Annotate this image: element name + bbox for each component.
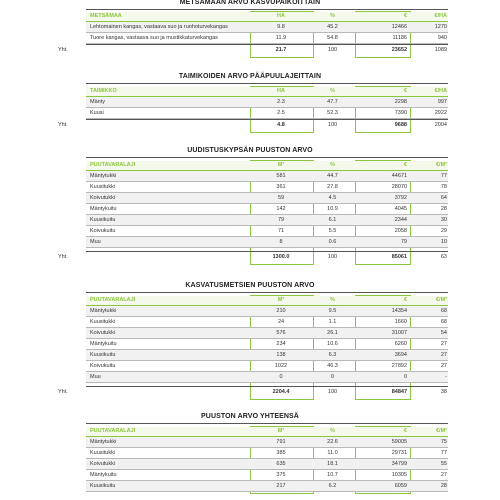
row-value: 59 bbox=[277, 195, 285, 201]
column-header: € bbox=[403, 13, 407, 19]
row-value: 2344 bbox=[394, 217, 407, 223]
row-value: 581 bbox=[276, 173, 286, 179]
title-rule bbox=[86, 83, 448, 84]
row-label: Kuusi bbox=[90, 110, 104, 116]
row-value: 77 bbox=[440, 173, 447, 179]
column-header: €/HA bbox=[434, 13, 447, 19]
row-rule bbox=[86, 491, 448, 492]
total-value: 100 bbox=[327, 389, 338, 395]
total-label: Yht. bbox=[58, 389, 68, 395]
total-value: 1089 bbox=[434, 47, 447, 53]
row-value: 46.3 bbox=[327, 363, 338, 369]
row-value: 18.1 bbox=[327, 461, 338, 467]
row-value: 1660 bbox=[394, 319, 407, 325]
row-value: 79 bbox=[277, 217, 285, 223]
row-value: 28 bbox=[440, 483, 447, 489]
total-row bbox=[0, 121, 500, 130]
row-rule bbox=[86, 382, 448, 383]
row-value: 635 bbox=[276, 461, 286, 467]
row-value: 27 bbox=[440, 352, 447, 358]
row-value: 2922 bbox=[434, 110, 447, 116]
table-row bbox=[0, 471, 500, 480]
table-row bbox=[0, 34, 500, 43]
row-rule bbox=[86, 181, 448, 182]
column-header: % bbox=[330, 88, 335, 94]
row-value: 27 bbox=[440, 341, 447, 347]
section-title: PUUSTON ARVO YHTEENSÄ bbox=[201, 413, 299, 420]
row-value: 79 bbox=[400, 239, 407, 245]
table-row bbox=[0, 205, 500, 214]
row-label: Muu bbox=[90, 374, 101, 380]
table-row bbox=[0, 318, 500, 327]
row-rule bbox=[86, 32, 448, 33]
row-label: Mäntykuitu bbox=[90, 206, 117, 212]
title-rule bbox=[86, 423, 448, 424]
row-value: 64 bbox=[440, 195, 447, 201]
row-rule bbox=[86, 338, 448, 339]
row-value: 34799 bbox=[391, 461, 407, 467]
row-label: Kuusikuitu bbox=[90, 352, 116, 358]
row-value: 6260 bbox=[394, 341, 407, 347]
row-value: 0.6 bbox=[328, 239, 337, 245]
column-header: € bbox=[403, 88, 407, 94]
table-row bbox=[0, 238, 500, 247]
row-value: 142 bbox=[276, 206, 286, 212]
row-value: 2.3 bbox=[277, 99, 285, 105]
row-value: 27.8 bbox=[327, 184, 338, 190]
row-value: 997 bbox=[437, 99, 447, 105]
table-row bbox=[0, 194, 500, 203]
row-value: 71 bbox=[277, 228, 285, 234]
row-value: 24 bbox=[277, 319, 285, 325]
row-value: 6.3 bbox=[328, 352, 337, 358]
row-value: 55 bbox=[440, 461, 447, 467]
row-rule bbox=[86, 225, 448, 226]
row-value: 8 bbox=[279, 239, 283, 245]
row-label: Mäntytukki bbox=[90, 308, 117, 314]
row-value: 29 bbox=[440, 228, 447, 234]
total-value: 2004 bbox=[434, 122, 447, 128]
row-value: 27 bbox=[440, 472, 447, 478]
column-header: TAIMIKKO bbox=[90, 88, 117, 94]
total-value: 9688 bbox=[394, 122, 407, 128]
row-value: 28070 bbox=[391, 184, 407, 190]
table-row bbox=[0, 109, 500, 118]
column-header: PUUTAVARALAJI bbox=[90, 162, 136, 168]
row-value: 14354 bbox=[391, 308, 407, 314]
row-value: 0 bbox=[403, 374, 407, 380]
table-row bbox=[0, 482, 500, 491]
section-title: TAIMIKOIDEN ARVO PÄÄPUULAJEITTAIN bbox=[178, 73, 322, 80]
row-value: 22.6 bbox=[327, 439, 338, 445]
row-value: 6.2 bbox=[328, 483, 337, 489]
table-row bbox=[0, 216, 500, 225]
total-rule bbox=[86, 251, 448, 252]
table-header bbox=[0, 87, 500, 96]
column-header: €/M³ bbox=[436, 297, 447, 303]
total-value: 4.8 bbox=[277, 122, 285, 128]
row-label: Kuusikuitu bbox=[90, 217, 116, 223]
table-row bbox=[0, 183, 500, 192]
table-row bbox=[0, 460, 500, 469]
row-value: 7390 bbox=[394, 110, 407, 116]
column-header: €/M³ bbox=[436, 162, 447, 168]
row-value: 11.9 bbox=[275, 35, 287, 41]
column-header: HA bbox=[277, 13, 285, 19]
total-value: 85061 bbox=[391, 254, 407, 260]
row-rule bbox=[86, 107, 448, 108]
row-label: Koivutukki bbox=[90, 461, 116, 467]
row-value: 54 bbox=[440, 330, 447, 336]
column-header: % bbox=[330, 13, 335, 19]
row-value: 9.8 bbox=[277, 24, 285, 30]
row-value: 210 bbox=[276, 308, 286, 314]
row-value: 6.1 bbox=[328, 217, 337, 223]
total-value: 100 bbox=[327, 254, 338, 260]
row-value: 940 bbox=[437, 35, 447, 41]
row-value: 4045 bbox=[394, 206, 407, 212]
total-value: 1300.0 bbox=[272, 254, 290, 260]
total-row bbox=[0, 253, 500, 262]
row-value: 31007 bbox=[391, 330, 407, 336]
total-value: 63 bbox=[440, 254, 447, 260]
table-header bbox=[0, 296, 500, 305]
total-value: 84847 bbox=[391, 389, 407, 395]
row-value: 138 bbox=[276, 352, 286, 358]
section-title: KASVATUSMETSIEN PUUSTON ARVO bbox=[185, 282, 315, 289]
column-header: M³ bbox=[277, 428, 285, 434]
table-row bbox=[0, 23, 500, 32]
table-header bbox=[0, 12, 500, 21]
row-label: Kuusitukki bbox=[90, 450, 116, 456]
table-row bbox=[0, 351, 500, 360]
total-rule bbox=[86, 119, 448, 120]
row-value: 576 bbox=[276, 330, 286, 336]
row-label: Mäntytukki bbox=[90, 173, 117, 179]
row-value: 5.5 bbox=[328, 228, 337, 234]
row-value: 30 bbox=[440, 217, 447, 223]
column-header: % bbox=[330, 428, 335, 434]
row-value: 44671 bbox=[391, 173, 407, 179]
row-value: 791 bbox=[276, 439, 286, 445]
column-header: € bbox=[403, 428, 407, 434]
row-value: 10305 bbox=[391, 472, 407, 478]
row-label: Kuusikuitu bbox=[90, 483, 116, 489]
row-label: Kuusitukki bbox=[90, 319, 116, 325]
row-value: 27892 bbox=[391, 363, 407, 369]
row-value: 6059 bbox=[394, 483, 407, 489]
row-value: 54.8 bbox=[327, 35, 338, 41]
total-value: 2204.4 bbox=[272, 389, 290, 395]
table-header bbox=[0, 161, 500, 170]
table-row bbox=[0, 172, 500, 181]
row-value: 361 bbox=[276, 184, 286, 190]
row-value: 26.1 bbox=[327, 330, 338, 336]
column-header: € bbox=[403, 162, 407, 168]
column-header: € bbox=[403, 297, 407, 303]
row-label: Koivukuitu bbox=[90, 363, 116, 369]
total-rule bbox=[86, 386, 448, 387]
row-label: Mäntykuitu bbox=[90, 472, 117, 478]
row-value: 2058 bbox=[394, 228, 407, 234]
column-header: % bbox=[330, 297, 335, 303]
column-header: PUUTAVARALAJI bbox=[90, 297, 136, 303]
section-title: UUDISTUSKYPSÄN PUUSTON ARVO bbox=[187, 147, 313, 154]
column-header: €/HA bbox=[434, 88, 447, 94]
row-value: 375 bbox=[276, 472, 286, 478]
table-row bbox=[0, 98, 500, 107]
row-value: 78 bbox=[440, 184, 447, 190]
row-value: 1270 bbox=[434, 24, 447, 30]
row-value: 3694 bbox=[394, 352, 407, 358]
section-title: METSÄMAAN ARVO KASVUPAIKOITTAIN bbox=[179, 0, 321, 6]
column-header: PUUTAVARALAJI bbox=[90, 428, 136, 434]
row-value: 217 bbox=[276, 483, 286, 489]
table-row bbox=[0, 362, 500, 371]
row-value: - bbox=[445, 374, 447, 380]
row-label: Koivutukki bbox=[90, 330, 116, 336]
total-value: 100 bbox=[327, 47, 338, 53]
row-label: Mäntykuitu bbox=[90, 341, 117, 347]
row-value: 10.6 bbox=[327, 341, 338, 347]
row-value: 44.7 bbox=[327, 173, 338, 179]
column-header: M³ bbox=[277, 297, 285, 303]
row-label: Mänty bbox=[90, 99, 105, 105]
total-row bbox=[0, 46, 500, 55]
row-value: 59005 bbox=[391, 439, 407, 445]
row-rule bbox=[86, 447, 448, 448]
row-value: 10.9 bbox=[327, 206, 338, 212]
row-value: 10 bbox=[440, 239, 447, 245]
row-value: 28 bbox=[440, 206, 447, 212]
total-label: Yht. bbox=[58, 47, 68, 53]
row-rule bbox=[86, 360, 448, 361]
row-value: 68 bbox=[440, 319, 447, 325]
table-row bbox=[0, 438, 500, 447]
row-value: 234 bbox=[276, 341, 286, 347]
row-value: 29731 bbox=[391, 450, 407, 456]
row-value: 385 bbox=[276, 450, 286, 456]
row-value: 9.5 bbox=[328, 308, 337, 314]
column-header: €/M³ bbox=[436, 428, 447, 434]
total-value: 23652 bbox=[391, 47, 407, 53]
row-rule bbox=[86, 203, 448, 204]
total-label: Yht. bbox=[58, 122, 68, 128]
row-label: Muu bbox=[90, 239, 101, 245]
row-label: Kuusitukki bbox=[90, 184, 116, 190]
row-label: Mäntytukki bbox=[90, 439, 117, 445]
row-value: 4.5 bbox=[328, 195, 337, 201]
row-value: 11.0 bbox=[327, 450, 338, 456]
row-rule bbox=[86, 247, 448, 248]
table-row bbox=[0, 307, 500, 316]
column-header: HA bbox=[277, 88, 285, 94]
total-value: 38 bbox=[440, 389, 447, 395]
row-value: 2298 bbox=[394, 99, 407, 105]
row-value: 11186 bbox=[392, 35, 407, 41]
row-value: 75 bbox=[440, 439, 447, 445]
row-value: 27 bbox=[440, 363, 447, 369]
title-rule bbox=[86, 292, 448, 293]
row-label: Lehtomainen kangas, vastaava suo ja ruohoturvekangas bbox=[90, 24, 228, 30]
row-value: 47.7 bbox=[327, 99, 338, 105]
table-row bbox=[0, 449, 500, 458]
row-rule bbox=[86, 469, 448, 470]
column-header: M³ bbox=[277, 162, 285, 168]
row-value: 1.1 bbox=[328, 319, 337, 325]
title-rule bbox=[86, 9, 448, 10]
row-value: 68 bbox=[440, 308, 447, 314]
total-rule bbox=[86, 44, 448, 45]
total-value: 21.7 bbox=[275, 47, 287, 53]
row-value: 12466 bbox=[391, 24, 407, 30]
table-row bbox=[0, 227, 500, 236]
row-value: 52.3 bbox=[327, 110, 338, 116]
row-value: 2.5 bbox=[277, 110, 285, 116]
row-value: 45.2 bbox=[327, 24, 338, 30]
total-row bbox=[0, 388, 500, 397]
column-header: % bbox=[330, 162, 335, 168]
total-label: Yht. bbox=[58, 254, 68, 260]
row-value: 0 bbox=[330, 374, 335, 380]
row-value: 0 bbox=[279, 374, 283, 380]
row-rule bbox=[86, 316, 448, 317]
row-value: 77 bbox=[440, 450, 447, 456]
row-label: Tuore kangas, vastaava suo ja mustikkaturvekangas bbox=[90, 35, 218, 41]
row-value: 10.7 bbox=[327, 472, 338, 478]
row-label: Koivutukki bbox=[90, 195, 116, 201]
total-value: 100 bbox=[327, 122, 338, 128]
table-header bbox=[0, 427, 500, 436]
column-header: METSÄMAA bbox=[90, 13, 122, 19]
row-value: 1022 bbox=[274, 363, 288, 369]
title-rule bbox=[86, 157, 448, 158]
table-row bbox=[0, 373, 500, 382]
row-value: 3792 bbox=[394, 195, 407, 201]
row-label: Koivukuitu bbox=[90, 228, 116, 234]
table-row bbox=[0, 329, 500, 338]
table-row bbox=[0, 340, 500, 349]
